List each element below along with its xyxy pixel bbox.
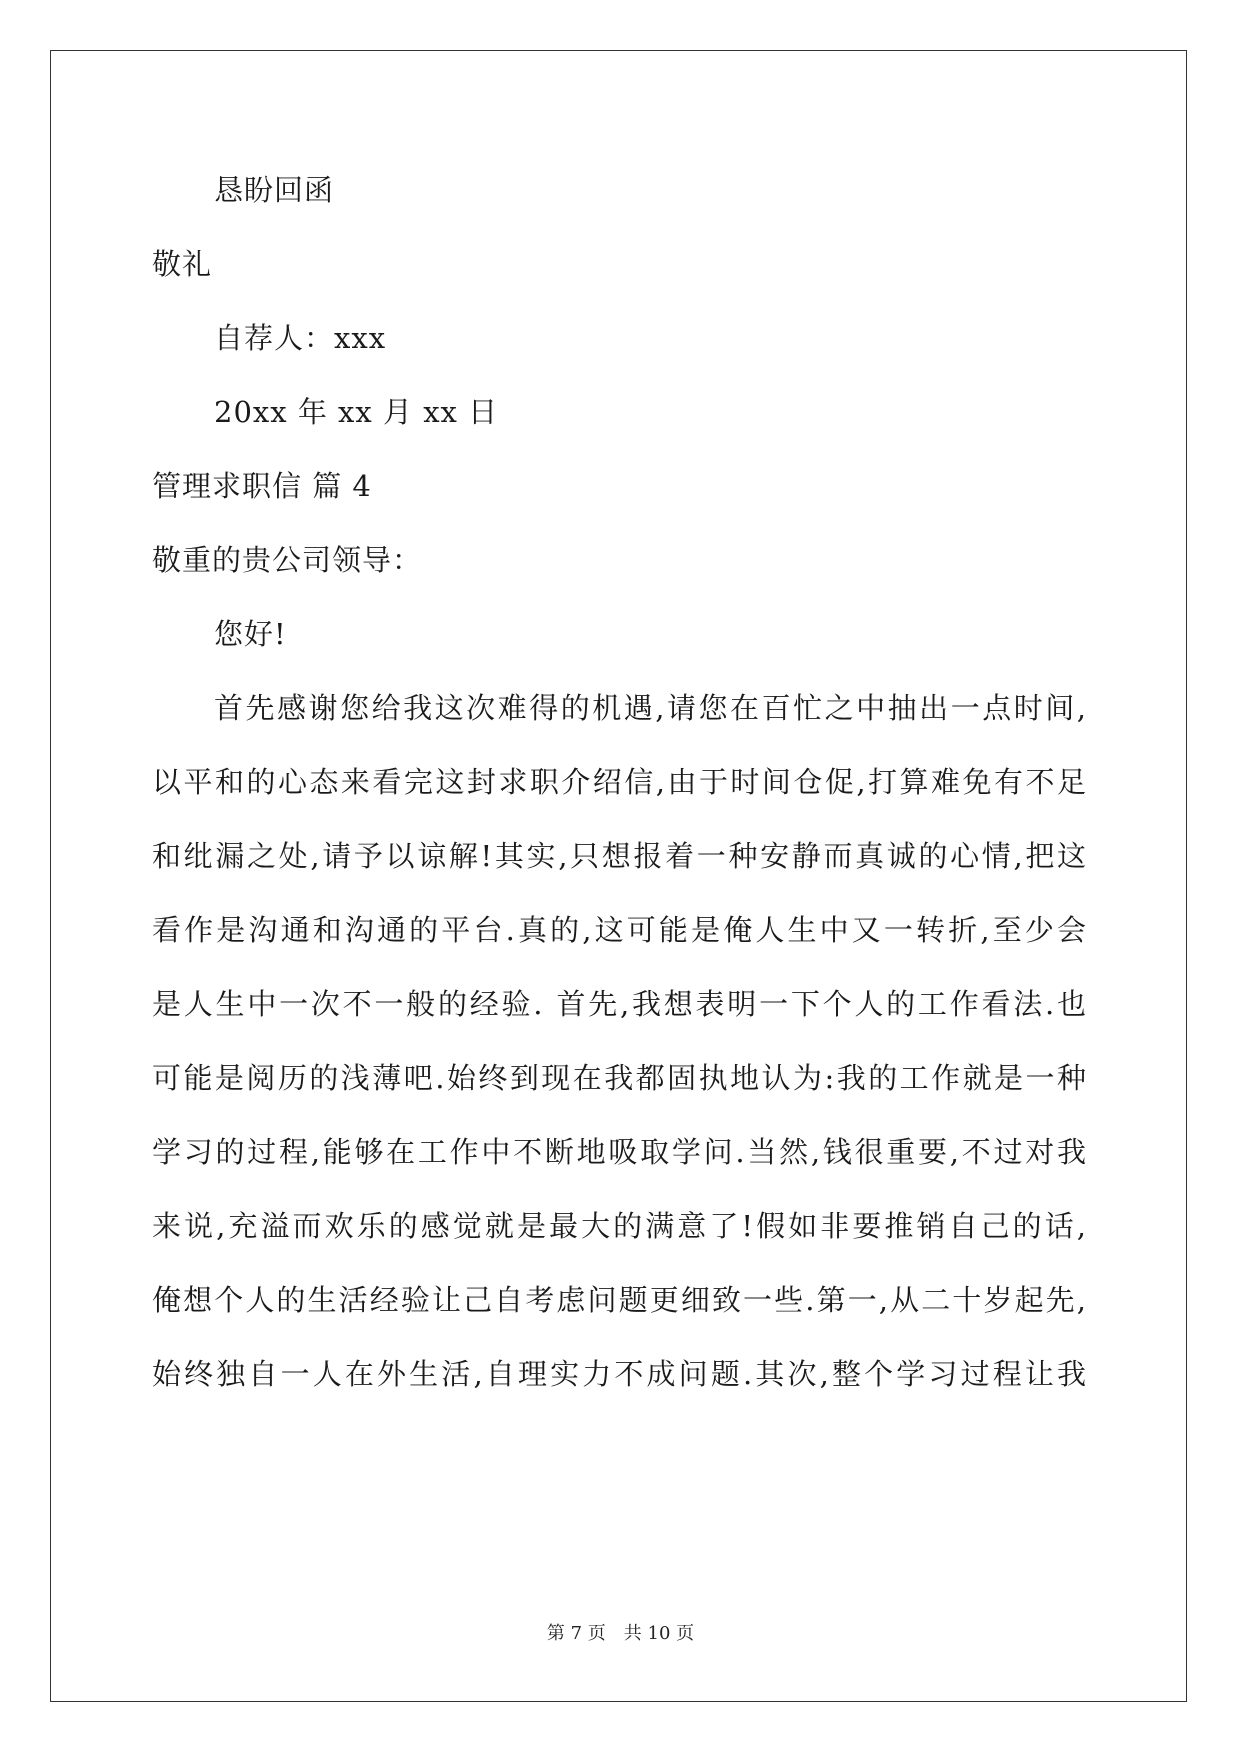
page-total: 共 10 页	[623, 1623, 695, 1644]
paragraph-line: 首先感谢您给我这次难得的机遇,请您在百忙之中抽出一点时间,	[214, 691, 1088, 725]
date-line: 20xx 年 xx 月 xx 日	[214, 395, 499, 429]
paragraph-line: 看作是沟通和沟通的平台.真的,这可能是俺人生中又一转折,至少会	[152, 913, 1088, 947]
paragraph-line: 始终独自一人在外生活,自理实力不成问题.其次,整个学习过程让我	[152, 1357, 1088, 1391]
paragraph-line: 来说,充溢而欢乐的感觉就是最大的满意了!假如非要推销自己的话,	[152, 1209, 1088, 1243]
paragraph-line: 可能是阅历的浅薄吧.始终到现在我都固执地认为:我的工作就是一种	[152, 1061, 1088, 1095]
section-title: 管理求职信 篇 4	[152, 469, 372, 503]
salutation-line: 敬礼	[152, 247, 213, 281]
paragraph-line: 以平和的心态来看完这封求职介绍信,由于时间仓促,打算难免有不足	[152, 765, 1088, 799]
hello-line: 您好!	[214, 617, 287, 651]
page-number: 第 7 页	[546, 1623, 606, 1644]
paragraph-line: 是人生中一次不一般的经验. 首先,我想表明一下个人的工作看法.也	[152, 987, 1088, 1021]
signature-line: 自荐人：xxx	[214, 321, 387, 355]
paragraph-line: 和纰漏之处,请予以谅解!其实,只想报着一种安静而真诚的心情,把这	[152, 839, 1088, 873]
paragraph-line: 学习的过程,能够在工作中不断地吸取学问.当然,钱很重要,不过对我	[152, 1135, 1088, 1169]
greeting-line: 敬重的贵公司领导：	[152, 543, 423, 577]
paragraph-line: 俺想个人的生活经验让己自考虑问题更细致一些.第一,从二十岁起先,	[152, 1283, 1088, 1317]
closing-line: 恳盼回函	[214, 173, 335, 207]
page-border	[50, 50, 1187, 1702]
page-footer	[0, 1622, 1241, 1646]
